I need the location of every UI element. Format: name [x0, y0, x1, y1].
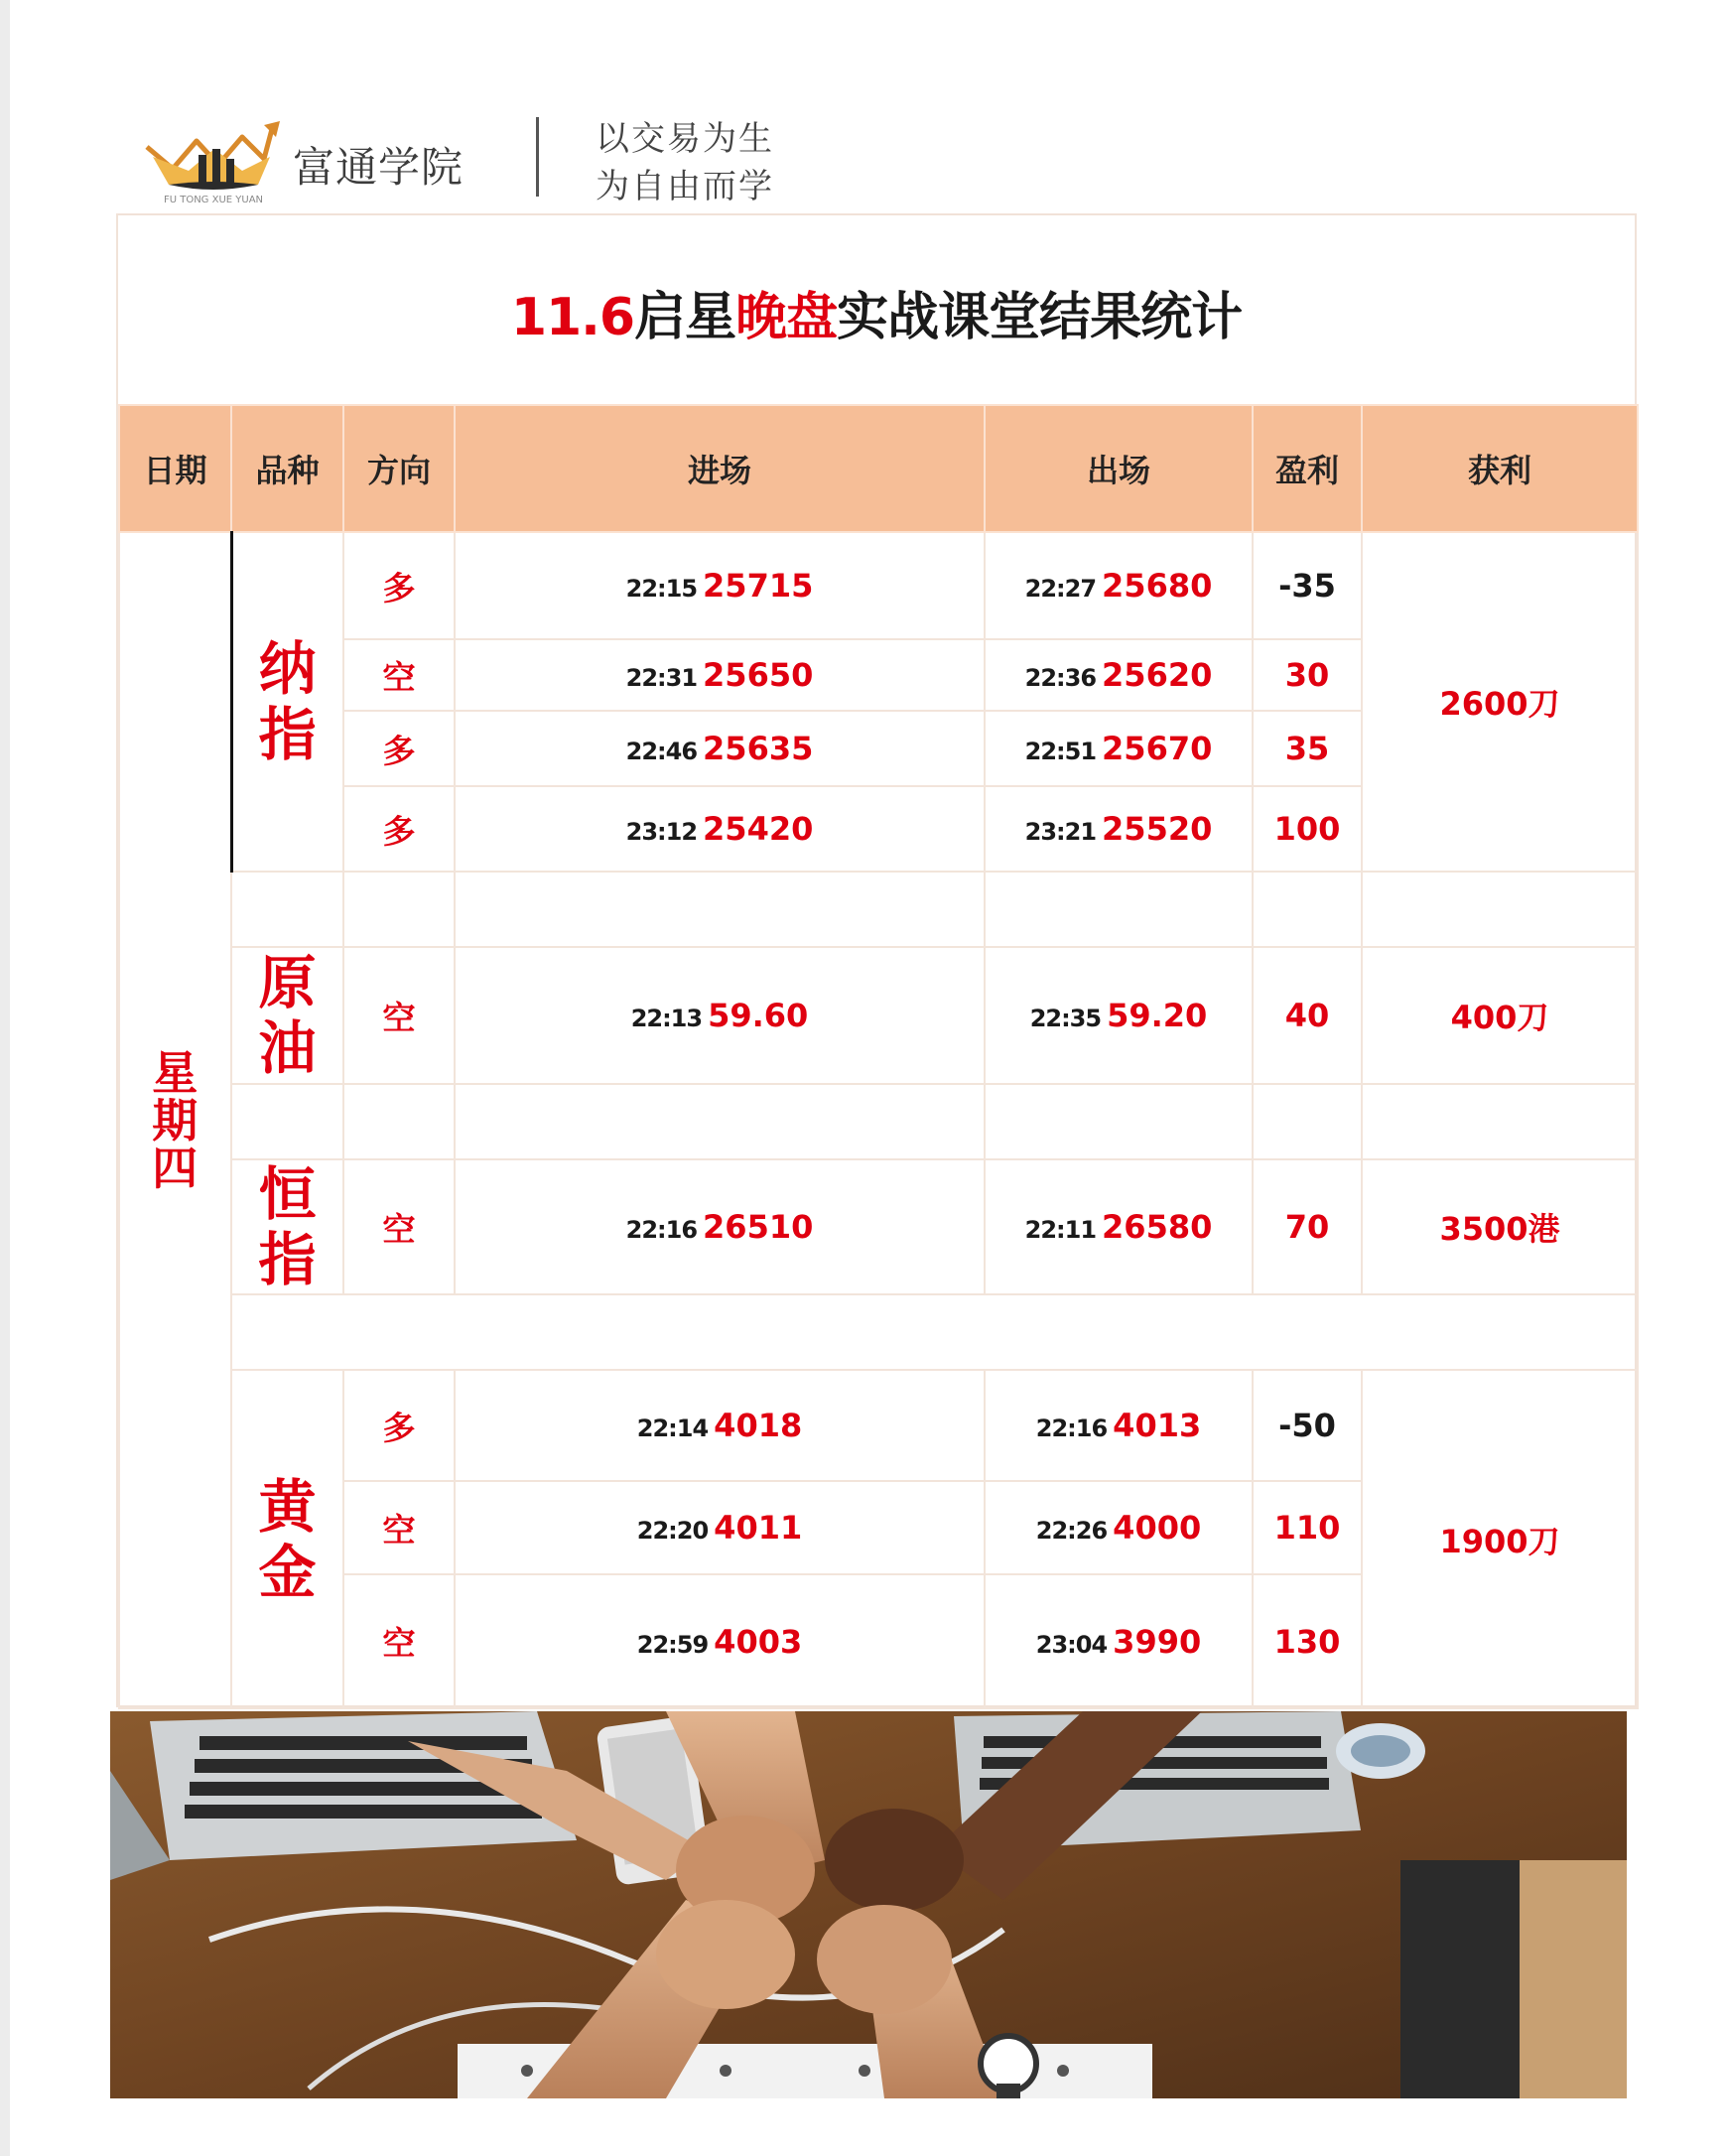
exit-cell: 23:21 25520	[985, 786, 1253, 872]
product-nasdaq: 纳 指	[231, 532, 343, 872]
exit-cell: 22:36 25620	[985, 639, 1253, 711]
profit-cell: 40	[1253, 947, 1362, 1084]
header-divider	[536, 117, 539, 197]
slogan	[596, 115, 774, 210]
profit-cell: 35	[1253, 711, 1362, 786]
header-exit: 出场	[985, 405, 1253, 532]
gain-crude-oil: 400刀	[1362, 947, 1638, 1084]
table-row	[119, 1370, 1638, 1481]
entry-cell: 22:59 4003	[455, 1574, 985, 1708]
table-row	[119, 1159, 1638, 1294]
title-session: 晚盘	[735, 288, 838, 347]
profit-cell: -35	[1253, 532, 1362, 639]
entry-cell: 22:20 4011	[455, 1481, 985, 1574]
header-entry: 进场	[455, 405, 985, 532]
profit-cell: 30	[1253, 639, 1362, 711]
entry-cell: 22:46 25635	[455, 711, 985, 786]
direction-cell: 空	[343, 639, 455, 711]
exit-cell: 23:04 3990	[985, 1574, 1253, 1708]
slogan-line-2: 为自由而学	[596, 167, 774, 206]
table-row	[119, 532, 1638, 639]
spacer-row	[119, 1294, 1638, 1370]
direction-cell: 多	[343, 711, 455, 786]
direction-cell: 空	[343, 947, 455, 1084]
product-gold: 黄 金	[231, 1370, 343, 1708]
direction-cell: 多	[343, 786, 455, 872]
profit-cell: -50	[1253, 1370, 1362, 1481]
teamwork-fist-bump-photo	[110, 1711, 1627, 2098]
header-direction: 方向	[343, 405, 455, 532]
direction-cell: 空	[343, 1159, 455, 1294]
exit-cell: 22:11 26580	[985, 1159, 1253, 1294]
profit-cell: 110	[1253, 1481, 1362, 1574]
entry-cell: 22:31 25650	[455, 639, 985, 711]
product-crude-oil: 原 油	[231, 947, 343, 1084]
table-row	[119, 947, 1638, 1084]
futong-logo	[139, 107, 288, 204]
direction-cell: 空	[343, 1481, 455, 1574]
exit-cell: 22:51 25670	[985, 711, 1253, 786]
title-team: 启星	[634, 288, 736, 347]
title-suffix: 实战课堂结果统计	[837, 288, 1243, 347]
header-profit-points: 盈利	[1253, 405, 1362, 532]
entry-cell: 23:12 25420	[455, 786, 985, 872]
results-card	[116, 213, 1637, 1707]
entry-cell: 22:16 26510	[455, 1159, 985, 1294]
page-title	[118, 275, 1635, 349]
gain-nasdaq: 2600刀	[1362, 532, 1638, 872]
page-edge	[0, 0, 10, 2156]
brand-name: 富通学院	[293, 143, 465, 192]
spacer-row	[119, 872, 1638, 947]
gain-gold: 1900刀	[1362, 1370, 1638, 1708]
brand-header	[139, 107, 834, 206]
gain-hang-seng: 3500港	[1362, 1159, 1638, 1294]
exit-cell: 22:35 59.20	[985, 947, 1253, 1084]
exit-cell: 22:27 25680	[985, 532, 1253, 639]
header-product: 品种	[231, 405, 343, 532]
direction-cell: 多	[343, 532, 455, 639]
entry-cell: 22:15 25715	[455, 532, 985, 639]
exit-cell: 22:16 4013	[985, 1370, 1253, 1481]
entry-cell: 22:13 59.60	[455, 947, 985, 1084]
spacer-row	[119, 1084, 1638, 1159]
exit-cell: 22:26 4000	[985, 1481, 1253, 1574]
profit-cell: 70	[1253, 1159, 1362, 1294]
title-date: 11.6	[510, 288, 635, 347]
profit-cell: 100	[1253, 786, 1362, 872]
product-hang-seng: 恒 指	[231, 1159, 343, 1294]
profit-cell: 130	[1253, 1574, 1362, 1708]
header-date: 日期	[119, 405, 231, 532]
header-gain: 获利	[1362, 405, 1638, 532]
direction-cell: 多	[343, 1370, 455, 1481]
entry-cell: 22:14 4018	[455, 1370, 985, 1481]
date-cell: 星 期 四	[119, 532, 231, 1708]
table-header-row	[119, 405, 1638, 532]
slogan-line-1: 以交易为生	[596, 119, 774, 159]
direction-cell: 空	[343, 1574, 455, 1708]
results-table	[118, 404, 1639, 1709]
logo-caption: FU TONG XUE YUAN	[163, 195, 264, 204]
